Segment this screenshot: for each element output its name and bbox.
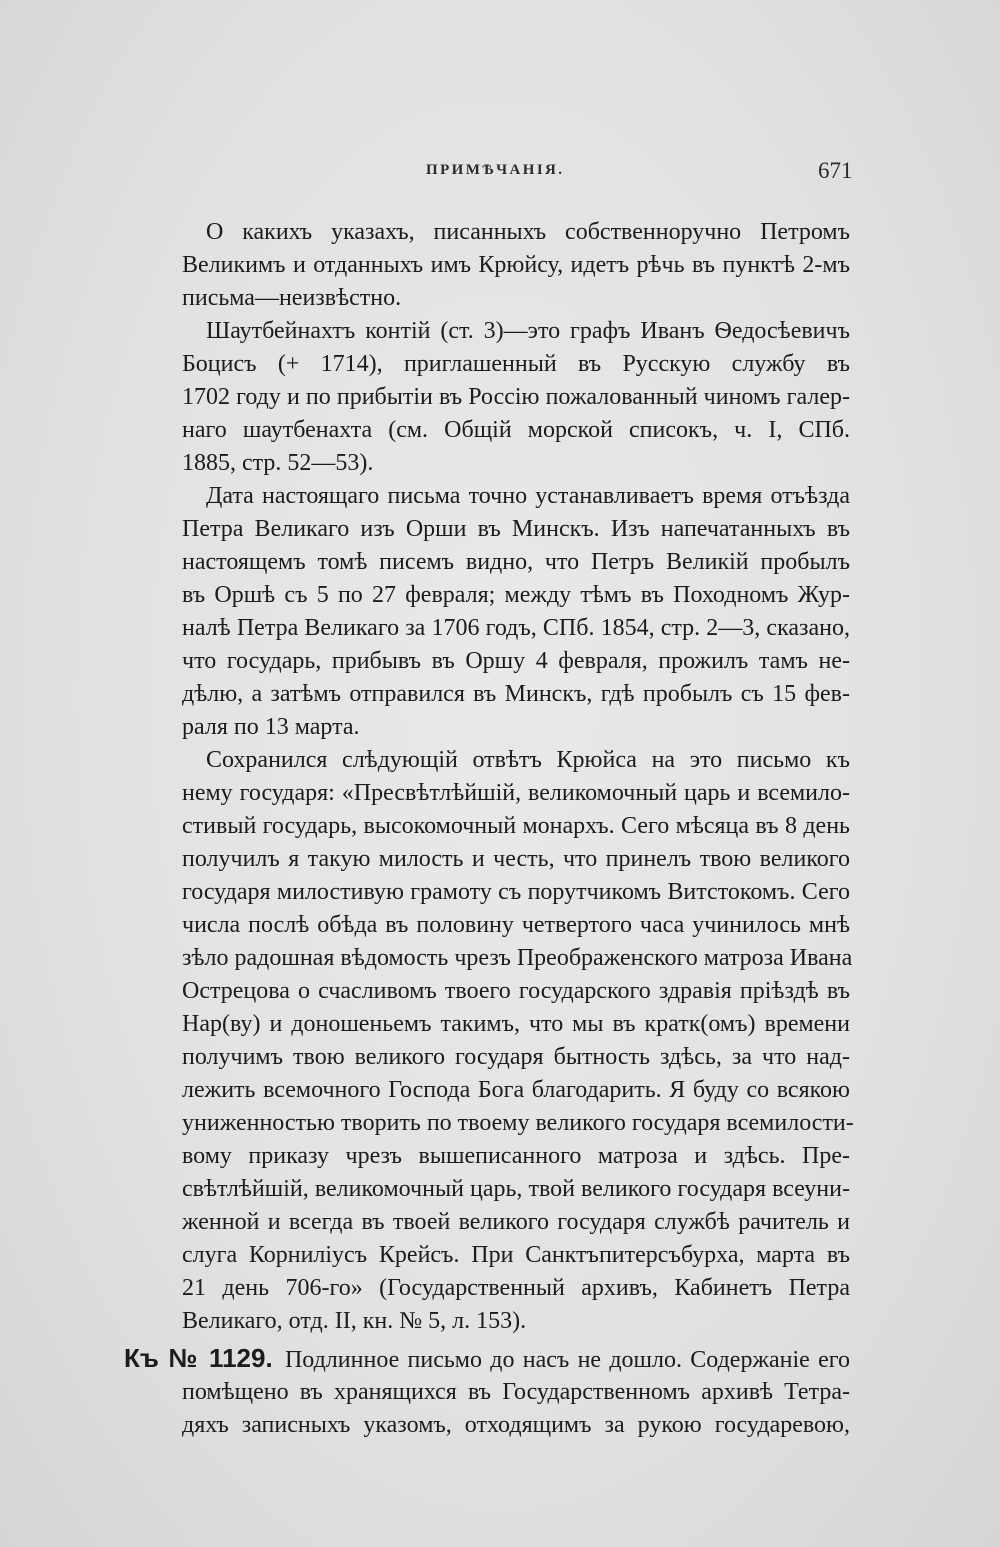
text-line: раля по 13 марта. bbox=[182, 714, 360, 740]
text-line: настоящемъ томѣ писемъ видно, что Петръ Великій пробылъ bbox=[182, 549, 850, 575]
text-line: зѣло радошная вѣдомость чрезъ Преображенского матроза Ивана bbox=[182, 945, 853, 971]
text-line: наго шаутбенахта (см. Общій морской списокъ, ч. I, СПб. bbox=[182, 417, 850, 443]
text-line: помѣщено въ хранящихся въ Государственномъ архивѣ Тетра- bbox=[182, 1379, 850, 1405]
text-line: 1885, стр. 52—53). bbox=[182, 450, 374, 476]
text-line: Нар(ву) и доношеньемъ такимъ, что мы въ кратк(омъ) времени bbox=[182, 1011, 850, 1037]
text-line: нему государя: «Пресвѣтлѣйшій, великомочный царь и всемило- bbox=[182, 780, 850, 806]
text-line: письма—неизвѣстно. bbox=[182, 285, 402, 311]
text-line: Острецова о счасливомъ твоего государского здравія пріѣздѣ въ bbox=[182, 978, 850, 1004]
text-line: государя милостивую грамоту съ порутчикомъ Витстокомъ. Сего bbox=[182, 879, 850, 905]
text-line: получимъ твою великого государя бытность здѣсь, за что над- bbox=[182, 1044, 850, 1070]
text-line: Великимъ и отданныхъ имъ Крюйсу, идетъ рѣчь въ пунктѣ 2-мъ bbox=[182, 252, 850, 278]
text-line: лежить всемочного Господа Бога благодарить. Я буду со всякою bbox=[182, 1077, 850, 1103]
text-line: Боцисъ (+ 1714), приглашенный въ Русскую службу въ bbox=[182, 351, 850, 377]
text-line: Петра Великаго изъ Орши въ Минскъ. Изъ напечатанныхъ въ bbox=[182, 516, 850, 542]
text-line: 1702 году и по прибытіи въ Россію пожалованный чиномъ галер- bbox=[182, 384, 850, 410]
text-line: дѣлю, а затѣмъ отправился въ Минскъ, гдѣ пробылъ съ 15 фев- bbox=[182, 681, 850, 707]
text-line: получилъ я такую милость и честь, что принелъ твою великого bbox=[182, 846, 850, 872]
entry-heading-line bbox=[124, 1343, 850, 1375]
text-line: что государь, прибывъ въ Оршу 4 февраля, прожилъ тамъ не- bbox=[182, 648, 850, 674]
text-line: Сохранился слѣдующій отвѣтъ Крюйса на это письмо къ bbox=[206, 747, 850, 773]
text-line: числа послѣ обѣда въ половину четвертого часа учинилось мнѣ bbox=[182, 912, 850, 938]
text-line: О какихъ указахъ, писанныхъ собственноручно Петромъ bbox=[206, 219, 850, 245]
text-line: женной и всегда въ твоей великого государя службѣ рачитель и bbox=[182, 1209, 850, 1235]
text-line: слуга Корнилiусъ Крейсъ. При Санктъпитерсъбурха, марта въ bbox=[182, 1242, 850, 1268]
text-line: Дата настоящаго письма точно устанавливаетъ время отъѣзда bbox=[206, 483, 850, 509]
text-line: Шаутбейнахтъ контій (ст. 3)—это графъ Иванъ Ѳедосѣевичъ bbox=[206, 318, 850, 344]
text-line: стивый государь, высокомочный монархъ. Сего мѣсяца въ 8 день bbox=[182, 813, 850, 839]
page-number: 671 bbox=[818, 158, 853, 183]
text-line: вому приказу чрезъ вышеписанного матроза и здѣсь. Пре- bbox=[182, 1143, 850, 1169]
text-line: свѣтлѣйшій, великомочный царь, твой великого государя всеуни- bbox=[182, 1176, 850, 1202]
text-line: въ Оршѣ съ 5 по 27 февраля; между тѣмъ въ Походномъ Жур- bbox=[182, 582, 850, 608]
text-line: дяхъ записныхъ указомъ, отходящимъ за рукою государевою, bbox=[182, 1412, 850, 1438]
entry-first-line: Подлинное письмо до насъ не дошло. Содержаніе его bbox=[284, 1347, 850, 1373]
entry-label: Къ № 1129. bbox=[124, 1343, 273, 1373]
text-line: 21 день 706-го» (Государственный архивъ, Кабинетъ Петра bbox=[182, 1275, 850, 1301]
text-line: униженностью творить по твоему великого государя всемилости- bbox=[182, 1110, 854, 1136]
text-line: налѣ Петра Великаго за 1706 годъ, СПб. 1854, стр. 2—3, сказано, bbox=[182, 615, 850, 641]
text-line: Великаго, отд. II, кн. № 5, л. 153). bbox=[182, 1308, 527, 1334]
running-title: ПРИМѢЧАНІЯ. bbox=[426, 162, 565, 178]
